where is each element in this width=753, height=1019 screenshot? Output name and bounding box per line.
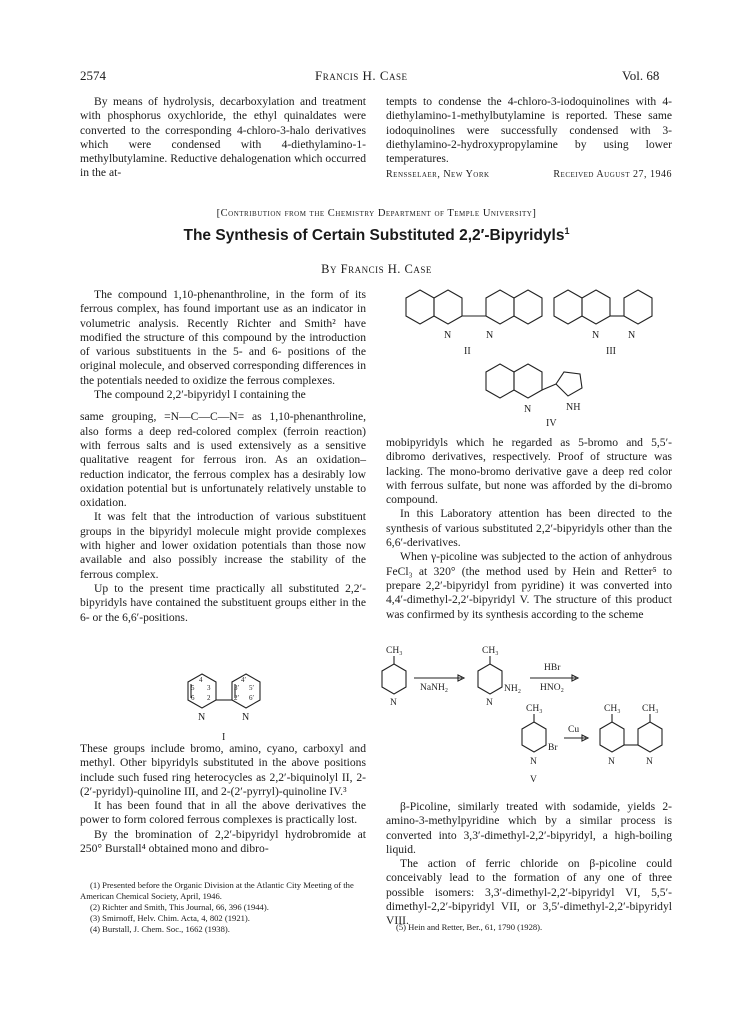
reagent-hno2: HNO₂ <box>540 683 564 693</box>
ch3-label: CH₃ <box>526 704 543 714</box>
prev-article-right <box>386 95 672 183</box>
right-paragraph-1: mobipyridyls which he regarded as 5-bromo and 5,5′-dibromo derivatives, respectively. Proof of structure was lacking. The mono-bromo derivative gave a deep red color with ferrous sulfate, but none was afforded by the di-bromo compound. <box>386 436 672 507</box>
left-paragraph-3: It was felt that the introduction of various substituent groups in the bipyridyl molecule might provide complexes with higher and lower oxidation potentials than those now available and also possibly increase the stability of the ferrous complex. <box>80 510 366 581</box>
article-title-text: The Synthesis of Certain Substituted 2,2′-Bipyridyls <box>183 227 565 245</box>
nitrogen-label: N <box>390 698 397 708</box>
structure-label-II: II <box>464 346 471 357</box>
footnote-5-text: (5) Hein and Retter, Ber., 61, 1790 (1928). <box>396 922 543 932</box>
ch3-label: CH₃ <box>642 704 659 714</box>
nitrogen-label: N <box>530 757 537 767</box>
structures-II-III-IV <box>400 284 660 434</box>
left-paragraph-4: Up to the present time practically all substituted 2,2′-bipyridyls have contained the substituent groups either in the 6- or the 6,6′-positions. <box>80 581 366 624</box>
contribution-line: [Contribution from the Chemistry Department of Temple University] <box>216 208 537 219</box>
footnote-2: (2) Richter and Smith, This Journal, 66, 396 (1944). <box>90 902 269 912</box>
page-number: 2574 <box>80 68 106 83</box>
ch3-label: CH₃ <box>386 646 403 656</box>
structure-label-IV: IV <box>546 418 557 429</box>
br-label: Br <box>548 743 558 753</box>
right-paragraph-3: When γ-picoline was subjected to the action of anhydrous FeCl₃ at 320° (the method used by Hein and Retter⁵ to prepare 2,2′-bipyridyl from pyridine) it was converted into 4,4′-dimethyl-2,2′-bipyridyl V. The structure of this product was confirmed by its synthesis according to the scheme <box>386 550 672 621</box>
pos-label: 6′ <box>249 694 255 702</box>
pos-label: 4′ <box>241 676 247 684</box>
left-paragraph-1: The compound 1,10-phenanthroline, in the form of its ferrous complex, has found important use as an indicator in volumetric analysis. Recently Richter and Smith² have modified the structure of this compound by the introduction of various substituents in the 5- and 6- positions of the original molecule, and observed corresponding differences in the potentials needed to oxidize the ferrous complexes. <box>80 288 366 387</box>
pos-label: 6 <box>191 694 195 702</box>
prev-article-received: Received August 27, 1946 <box>553 169 672 181</box>
prev-article-left-text: By means of hydrolysis, decarboxylation and treatment with phosphorus oxychloride, the ethyl quinaldates were converted to the corresponding 4-chloro-3-halo derivatives which were condensed with 4-diethylamino-1-methylbutylamine. Reductive dehalogenation which occurred in the at- <box>80 95 366 180</box>
structure-label-III: III <box>606 346 616 357</box>
ch3-label: CH₃ <box>482 646 499 656</box>
left-paragraph-6: It has been found that in all the above derivatives the power to form colored ferrous complexes is practically lost. <box>80 799 366 827</box>
footnote-4: (4) Burstall, J. Chem. Soc., 1662 (1938). <box>90 924 230 934</box>
pos-label: 2′ <box>234 694 240 702</box>
nitrogen-label: N <box>628 330 636 341</box>
right-paragraph-5: The action of ferric chloride on β-picoline could conceivably lead to the formation of any one of three possible isomers: 3,3′-dimethyl-2,2′-bipyridyl VI, 5,5′-dimethyl-2,2′-bipyridyl VII, or 3,5′-dimethyl-2,2′-bipyridyl VIII. <box>386 857 672 928</box>
nitrogen-label: N <box>646 757 653 767</box>
nitrogen-label: N <box>592 330 600 341</box>
reaction-scheme <box>380 642 680 790</box>
pos-label: 4 <box>199 676 203 684</box>
footnote-5 <box>386 922 672 933</box>
prev-article-location: Rensselaer, New York <box>386 169 490 181</box>
article-title <box>0 226 753 245</box>
left-paragraph-2a: The compound 2,2′-bipyridyl I containing the <box>94 388 306 402</box>
prev-article-left <box>80 95 366 181</box>
ch3-label: CH₃ <box>604 704 621 714</box>
running-title: Francis H. Case <box>315 68 408 83</box>
left-column-lower <box>80 742 366 856</box>
nitrogen-label: N <box>486 698 493 708</box>
pos-label: 3 <box>207 684 211 692</box>
left-paragraph-7: By the bromination of 2,2′-bipyridyl hydrobromide at 250° Burstall⁴ obtained mono and dibro- <box>80 827 366 856</box>
nitrogen-label: N <box>486 330 494 341</box>
left-column <box>80 288 366 625</box>
nitrogen-label: N <box>608 757 615 767</box>
byline: By Francis H. Case <box>321 262 432 276</box>
reagent-cu: Cu <box>568 725 580 735</box>
pos-label: 5′ <box>249 684 255 692</box>
nitrogen-label: N <box>198 712 206 723</box>
pos-label: 3′ <box>234 684 240 692</box>
footnote-3: (3) Smirnoff, Helv. Chim. Acta, 4, 802 (1921). <box>90 913 250 923</box>
nitrogen-label: N <box>242 712 250 723</box>
nh2-label: NH₂ <box>504 684 522 694</box>
right-column <box>386 436 672 622</box>
article-title-footnote: 1 <box>564 226 570 236</box>
prev-article-right-text: tempts to condense the 4-chloro-3-iodoquinolines with 4-diethylamino-1-methylbutylamine is reported. These same iodoquinolines were successfully condensed with 3-diethylamino-2-hydroxypropylamine by using lower temperatures. <box>386 95 672 166</box>
footnotes-left <box>80 880 366 935</box>
left-paragraph-5: These groups include bromo, amino, cyano, carboxyl and methyl. Other bipyridyls substituted in the above positions include such fused ring heterocycles as 2,2′-biquinolyl II, 2-(2′-pyridyl)-quinoline III, and 2-(2′-pyrryl)-quinoline IV.³ <box>80 742 366 798</box>
pos-label: 5 <box>191 684 195 692</box>
reagent-nanh2: NaNH₂ <box>420 683 449 693</box>
volume-label: Vol. 68 <box>622 68 660 83</box>
right-paragraph-4: β-Picoline, similarly treated with sodamide, yields 2-amino-3-methylpyridine which by a similar process is converted into 3,3′-dimethyl-2,2′-bipyridyl, a high-boiling liquid. <box>386 800 672 856</box>
structure-label-V: V <box>530 775 537 785</box>
left-paragraph-2b: same grouping, =N—C—C—N= as 1,10-phenanthroline, also forms a deep red-colored complex (ferroin reaction) with ferrous salts and is used extensively as a sensitive qualitative reagent for ferrous iron. As an oxidation–reduction indicator, the ferrous complex has a desirably low oxidation potential but is unfortunately relatively unstable to oxidation. <box>80 410 366 510</box>
nitrogen-label: N <box>444 330 452 341</box>
right-paragraph-2: In this Laboratory attention has been directed to the synthesis of various substituted 2,2′-bipyridyls other than the 6,6′-derivatives. <box>386 507 672 550</box>
right-column-lower <box>386 800 672 929</box>
pos-label: 2 <box>207 694 211 702</box>
footnote-1: (1) Presented before the Organic Division at the Atlantic City Meeting of the American Chemical Society, April, 1946. <box>80 880 354 901</box>
nitrogen-label: N <box>524 404 532 415</box>
reagent-hbr: HBr <box>544 663 561 673</box>
structure-I <box>170 668 280 750</box>
nh-label: NH <box>566 402 581 413</box>
structure-label-I: I <box>222 732 226 743</box>
